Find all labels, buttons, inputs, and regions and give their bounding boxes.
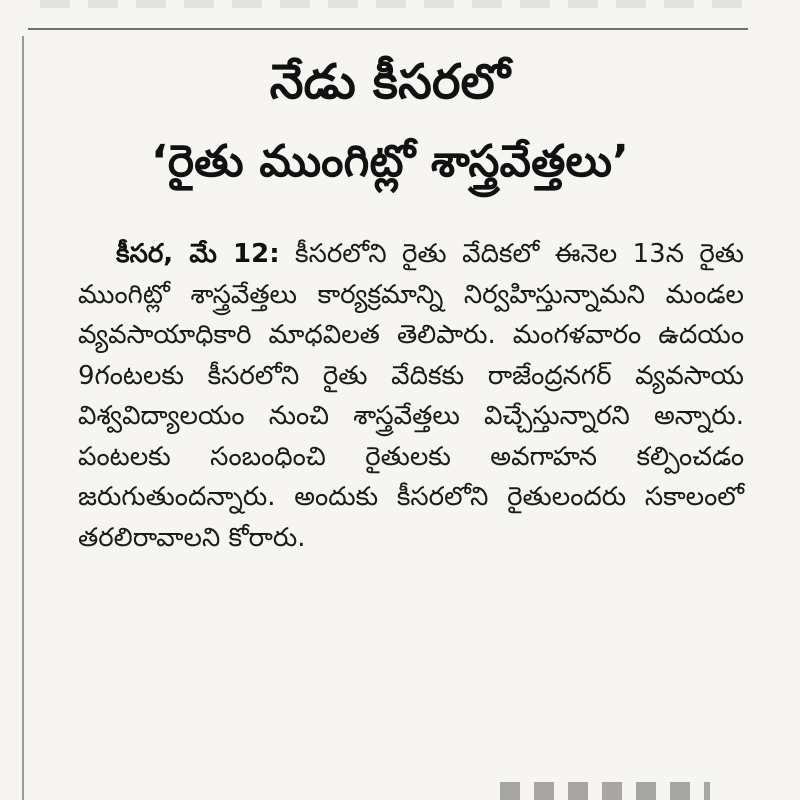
article-body-paragraph [78,234,744,558]
cropped-previous-article [40,0,760,8]
column-top-rule [28,28,748,30]
cropped-next-article [500,782,710,800]
article-dateline: కీసర, మే 12: [116,239,280,269]
column-left-rule [22,36,24,800]
headline-line-2: ‘రైతు ముంగిట్లో శాస్త్రవేత్తలు’ [150,136,630,187]
headline-line-1: నేడు కీసరలో [269,54,511,110]
article-body-text: కీసరలోని రైతు వేదికలో ఈనెల 13న రైతు ముంగిట్లో శాస్త్రవేత్తలు కార్యక్రమాన్ని నిర్వహిస్తున్నామని మండల వ్యవసాయాధికారి మాధవిలత తెలిపారు. మంగళవారం ఉదయం 9గంటలకు కీసరలోని రైతు వేదికకు రాజేంద్రనగర్ వ్యవసాయ విశ్వవిద్యాలయం నుంచి శాస్త్రవేత్తలు విచ్చేస్తున్నారని అన్నారు. పంటలకు సంబంధించి రైతులకు అవగాహన కల్పించడం జరుగుతుందన్నారు. అందుకు కీసరలోని రైతులందరు సకాలంలో తరలిరావాలని కోరారు. [78,239,745,553]
